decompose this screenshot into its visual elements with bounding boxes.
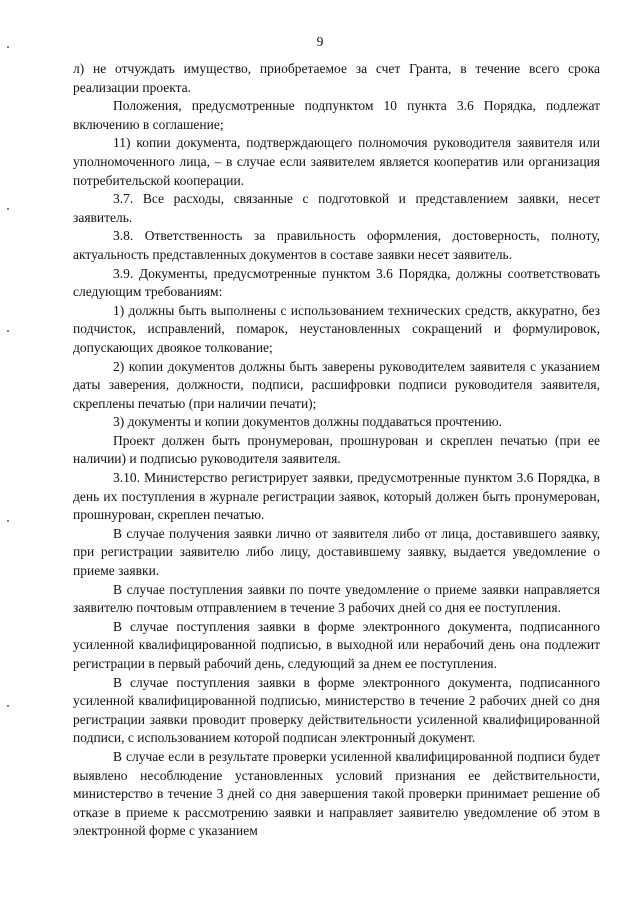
paragraph-check-failure: В случае если в результате проверки усиленной квалифицированной подписи будет выявлено несоблюдение установленных условий признания ее действительности, министерство в течение 3 дней со дня завершения такой проверки принимает решение об отказе в приеме к рассмотрению заявки и направляет заявителю уведомление об этом в электронной форме с указанием [73,748,600,839]
scan-speck [7,520,9,522]
scan-speck [7,330,9,332]
page-number: 9 [316,34,324,49]
scan-speck [7,208,9,210]
paragraph-project: Проект должен быть пронумерован, прошнурован и скреплен печатью (при ее наличии) и подписью руководителя заявителя. [73,432,600,467]
paragraph-electronic-check: В случае поступления заявки в форме электронного документа, подписанного усиленной квалифицированной подписью, министерство в течение 2 рабочих дней со дня регистрации заявки проводит проверку действительности усиленной квалифицированной подписи, с использованием которой подписан электронный документ. [73,674,600,746]
paragraph-req-2: 2) копии документов должны быть заверены руководителем заявителя с указанием даты заверения, должности, подписи, расшифровки подписи руководителя заявителя, скреплены печатью (при наличии печати); [73,358,600,411]
paragraph-3-10: 3.10. Министерство регистрирует заявки, предусмотренные пунктом 3.6 Порядка, в день их поступления в журнале регистрации заявок, который должен быть пронумерован, прошнурован, скреплен печатью. [73,470,600,523]
scan-speck [7,705,9,707]
paragraph-3-7: 3.7. Все расходы, связанные с подготовкой и представлением заявки, несет заявитель. [73,191,600,225]
paragraph-3-8: 3.8. Ответственность за правильность оформления, достоверность, полноту, актуальность представленных документов в составе заявки несет заявитель. [73,228,600,262]
scan-speck [7,46,9,48]
paragraph-item-11: 11) копии документа, подтверждающего полномочия руководителя заявителя или уполномоченного лица, – в случае если заявителем является кооператив или организация потребительской кооперации. [73,135,600,188]
paragraph-req-3: 3) документы и копии документов должны поддаваться прочтению. [113,414,503,430]
paragraph-req-1: 1) должны быть выполнены с использованием технических средств, аккуратно, без подчисток, исправлений, помарок, неустановленных сокращений и формулировок, допускающих двоякое толкование; [73,302,600,355]
paragraph-l-item: л) не отчуждать имущество, приобретаемое за счет Гранта, в течение всего срока реализации проекта. [73,61,600,95]
paragraph-provisions: Положения, предусмотренные подпунктом 10 пункта 3.6 Порядка, подлежат включению в соглашение; [73,98,600,132]
document-body [73,60,600,841]
paragraph-electronic-weekend: В случае поступления заявки в форме электронного документа, подписанного усиленной квалифицированной подписью, в выходной или нерабочий день она подлежит регистрации в первый рабочий день, следующий за днем ее поступления. [73,618,600,671]
paragraph-3-9: 3.9. Документы, предусмотренные пунктом 3.6 Порядка, должны соответствовать следующим требованиям: [73,265,600,300]
paragraph-by-mail: В случае поступления заявки по почте уведомление о приеме заявки направляется заявителю почтовым отправлением в течение 3 рабочих дней со дня ее поступления. [73,581,600,616]
paragraph-in-person: В случае получения заявки лично от заявителя либо от лица, доставившего заявку, при регистрации заявителю либо лицу, доставившему заявку, выдается уведомление о приеме заявки. [73,525,600,579]
